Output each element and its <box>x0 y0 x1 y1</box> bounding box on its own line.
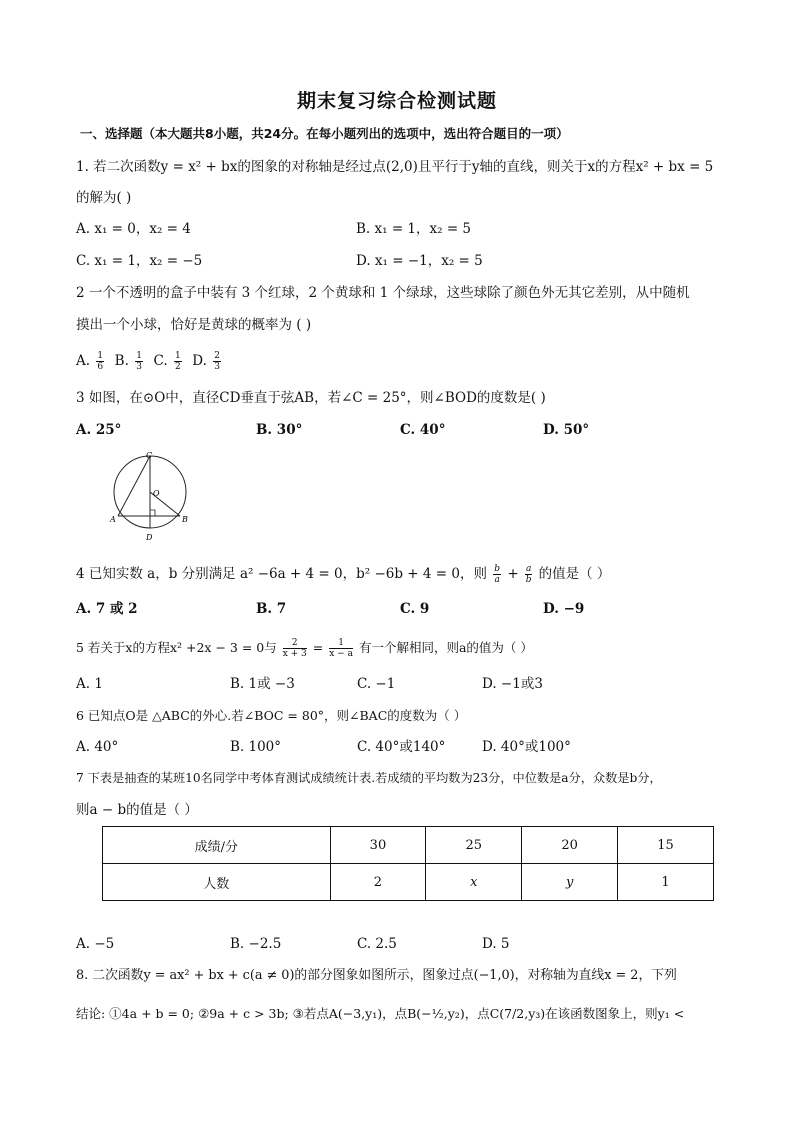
q6-option-b: B. 100° <box>230 739 282 755</box>
q3-option-d: D. 50° <box>543 422 590 438</box>
q6-stem: 6 已知点O是 △ABC的外心.若∠BOC = 80°，则∠BAC的度数为（ ） <box>76 708 467 723</box>
q3-option-a: A. 25° <box>76 422 122 438</box>
q4-plus: + <box>507 566 519 582</box>
q1-option-d: D. x₁ = −1，x₂ = 5 <box>356 253 483 269</box>
q4-fraction-a-over-b: $\frac{a}{b}$ <box>525 564 532 585</box>
table-cell: 15 <box>618 827 714 864</box>
q4-fraction-b-over-a: $\frac{b}{a}$ <box>494 564 501 585</box>
q2-option-a-fraction: $\frac{1}{6}$ <box>97 351 104 372</box>
q5-fraction-right: $\frac{1}{x - a}$ <box>329 638 353 659</box>
q7-option-c: C. 2.5 <box>357 936 397 952</box>
q3-stem: 3 如图，在⊙O中，直径CD垂直于弦AB，若∠C = 25°，则∠BOD的度数是( ) <box>76 390 546 406</box>
table-cell: 30 <box>330 827 426 864</box>
q2-option-d-fraction: $\frac{2}{3}$ <box>214 351 220 372</box>
table-row <box>103 864 714 901</box>
q2-stem-line2: 摸出一个小球，恰好是黄球的概率为 ( ) <box>76 317 312 333</box>
q7-stem-line2: 则a − b的值是（ ） <box>76 802 198 818</box>
q8-stem-line1: 8. 二次函数y = ax² + bx + c(a ≠ 0)的部分图象如图所示，图象过点(−1,0)，对称轴为直线x = 2，下列 <box>76 968 677 983</box>
table-cell: 1 <box>618 864 714 901</box>
q2-options <box>76 351 223 372</box>
page-title: 期末复习综合检测试题 <box>296 90 497 112</box>
q4-stem-suffix: 的值是（ ） <box>538 566 611 582</box>
table-cell: y <box>522 864 618 901</box>
right-angle-mark <box>150 510 155 516</box>
table-cell: 20 <box>522 827 618 864</box>
q5-equals: = <box>312 640 324 655</box>
q3-option-b: B. 30° <box>256 422 303 438</box>
table-cell: x <box>426 864 522 901</box>
label-o: O <box>153 489 160 498</box>
q1-stem-line2: 的解为( ) <box>76 190 132 206</box>
q6-option-d: D. 40°或100° <box>482 739 571 755</box>
q7-option-b: B. −2.5 <box>230 936 282 952</box>
q5-option-d: D. −1或3 <box>482 676 543 692</box>
segment-ca <box>118 456 150 516</box>
label-b: B <box>182 515 188 524</box>
q6-option-a: A. 40° <box>76 739 119 755</box>
q5-stem <box>76 638 533 659</box>
q4-option-b: B. 7 <box>256 601 287 617</box>
q2-option-b-fraction: $\frac{1}{3}$ <box>136 351 142 372</box>
label-c: C <box>146 452 153 460</box>
q3-option-c: C. 40° <box>400 422 446 438</box>
q8-stem-line2: 结论: ①4a + b = 0; ②9a + c > 3b; ③若点A(−3,y₁)，点B(−½,y₂)，点C(7/2,y₃)在该函数图象上，则y₁ < <box>76 1006 685 1021</box>
q2-option-a-label: A. <box>76 353 91 369</box>
table-row <box>103 827 714 864</box>
q5-option-c: C. −1 <box>357 676 396 692</box>
q1-option-a: A. x₁ = 0，x₂ = 4 <box>76 221 191 237</box>
q4-option-d: D. −9 <box>543 601 585 617</box>
q5-option-a: A. 1 <box>76 676 103 692</box>
table-cell: 25 <box>426 827 522 864</box>
q5-fraction-left: $\frac{2}{x + 3}$ <box>282 638 307 659</box>
q6-option-c: C. 40°或140° <box>357 739 446 755</box>
q2-option-c-fraction: $\frac{1}{2}$ <box>174 351 181 372</box>
table-cell: 成绩/分 <box>103 827 331 864</box>
section-header: 一、选择题（本大题共8小题，共24分。在每小题列出的选项中，选出符合题目的一项） <box>80 126 569 141</box>
label-a: A <box>110 515 116 524</box>
q4-stem <box>76 564 610 585</box>
q5-option-b: B. 1或 −3 <box>230 676 295 692</box>
score-table <box>102 826 714 901</box>
q5-stem-suffix: 有一个解相同，则a的值为（ ） <box>358 640 533 655</box>
q4-stem-prefix: 4 已知实数 a，b 分别满足 a² −6a + 4 = 0，b² −6b + 4 = 0，则 <box>76 566 487 582</box>
q1-option-b: B. x₁ = 1，x₂ = 5 <box>356 221 472 237</box>
q2-option-d-label: D. <box>192 353 207 369</box>
table-cell: 2 <box>330 864 426 901</box>
q2-option-b-label: B. <box>114 353 129 369</box>
q2-option-c-label: C. <box>153 353 168 369</box>
q4-option-c: C. 9 <box>400 601 430 617</box>
q1-option-c: C. x₁ = 1，x₂ = −5 <box>76 253 203 269</box>
q4-option-a: A. 7 或 2 <box>76 601 138 617</box>
q5-stem-prefix: 5 若关于x的方程x² +2x − 3 = 0与 <box>76 640 277 655</box>
circle-diagram <box>104 452 204 544</box>
q7-option-d: D. 5 <box>482 936 510 952</box>
q1-stem-line1: 1. 若二次函数y = x² + bx的图象的对称轴是经过点(2,0)且平行于y轴的直线，则关于x的方程x² + bx = 5 <box>76 159 714 175</box>
q7-stem-line1: 7 下表是抽查的某班10名同学中考体育测试成绩统计表.若成绩的平均数为23分，中位数是a分，众数是b分， <box>76 771 662 785</box>
label-d: D <box>146 533 153 542</box>
table-cell: 人数 <box>103 864 331 901</box>
q7-option-a: A. −5 <box>76 936 115 952</box>
q2-stem-line1: 2 一个不透明的盒子中装有 3 个红球，2 个黄球和 1 个绿球，这些球除了颜色外无其它差别，从中随机 <box>76 285 690 301</box>
